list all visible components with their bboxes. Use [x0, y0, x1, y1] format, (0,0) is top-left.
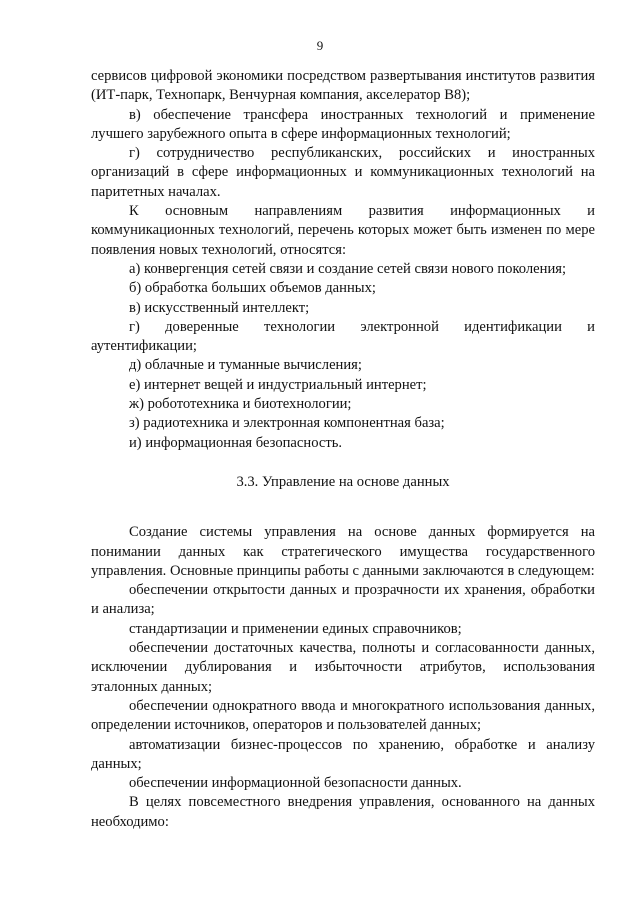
body-text	[91, 67, 595, 832]
paragraph: обеспечении достаточных качества, полноты и согласованности данных, исключении дублирования и избыточности атрибутов, использования эталонных данных;	[91, 640, 595, 695]
paragraph: б) обработка больших объемов данных;	[129, 280, 376, 297]
paragraph: ж) робототехника и биотехнологии;	[129, 396, 352, 413]
paragraph: К основным направлениям развития информационных и коммуникационных технологий, перечень которых может быть изменен по мере появления новых технологий, относятся:	[91, 203, 595, 258]
paragraph: и) информационная безопасность.	[129, 434, 343, 451]
paragraph: г) сотрудничество республиканских, российских и иностранных организаций в сфере информационных и коммуникационных технологий на паритетных началах.	[91, 145, 595, 200]
page-number: 9	[316, 38, 324, 53]
paragraph: а) конвергенция сетей связи и создание сетей связи нового поколения;	[129, 260, 567, 277]
paragraph: г) доверенные технологии электронной идентификации и аутентификации;	[91, 318, 595, 355]
paragraph: обеспечении однократного ввода и многократного использования данных, определении источников, операторов и пользователей данных;	[91, 697, 595, 734]
paragraph: обеспечении информационной безопасности данных.	[129, 775, 462, 792]
paragraph: автоматизации бизнес-процессов по хранению, обработке и анализу данных;	[91, 736, 595, 772]
paragraph: з) радиотехника и электронная компонентная база;	[129, 415, 445, 432]
paragraph: д) облачные и туманные вычисления;	[129, 357, 362, 374]
paragraph: Создание системы управления на основе данных формируется на понимании данных как стратегического имущества государственного управления. Основные принципы работы с данными заключаются в следующем:	[91, 524, 595, 579]
section-heading: 3.3. Управление на основе данных	[236, 473, 450, 490]
paragraph: в) искусственный интеллект;	[129, 299, 310, 316]
paragraph: сервисов цифровой экономики посредством развертывания институтов развития (ИТ-парк, Технопарк, Венчурная компания, акселератор B8);	[91, 68, 595, 104]
paragraph: в) обеспечение трансфера иностранных технологий и применение лучшего зарубежного опыта в сфере информационных технологий;	[91, 106, 595, 142]
paragraph: е) интернет вещей и индустриальный интернет;	[129, 376, 427, 393]
paragraph: обеспечении открытости данных и прозрачности их хранения, обработки и анализа;	[91, 582, 595, 618]
paragraph: стандартизации и применении единых справочников;	[129, 620, 462, 637]
paragraph: В целях повсеместного внедрения управления, основанного на данных необходимо:	[91, 794, 595, 830]
